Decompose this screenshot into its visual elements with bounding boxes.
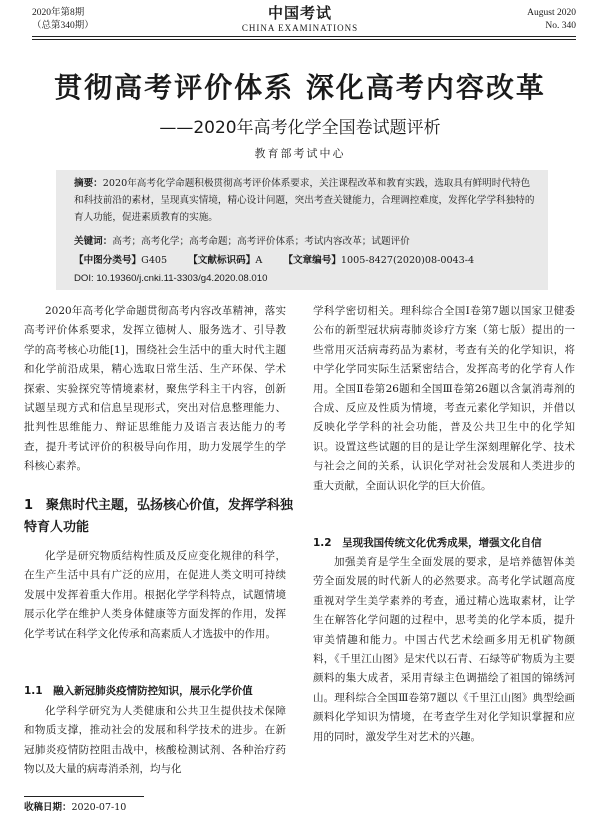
keywords-text: 高考；高考化学；高考命题；高考评价体系；考试内容改革；试题评价 <box>112 236 410 247</box>
issue-info-en <box>527 7 576 33</box>
article-no-value: 1005-8427(2020)08-0043-4 <box>340 255 475 266</box>
section-1-1-heading: 1.1 融入新冠肺炎疫情防控知识，展示化学价值 <box>24 685 253 697</box>
left-column-section1-1 <box>24 702 286 780</box>
left-column-intro <box>24 302 286 477</box>
clc-value: G405 <box>141 255 168 266</box>
section-1-1-paragraph: 化学科学研究为人类健康和公共卫生提供技术保障和物质支撑，推动社会的发展和科学技术的进步。在新冠肺炎疫情防控阻击战中，核酸检测试剂、各种治疗药物以及大量的病毒消杀剂，均与化 <box>24 705 286 776</box>
section-1-paragraph: 化学是研究物质结构性质及反应变化规律的科学，在生产生活中具有广泛的应用，在促进人类文明可持续发展中发挥着重大作用。根据化学学科特点，试题情境展示化学在维护人类身体健康等方面发挥的作用，发挥化学考试在科学文化传承和高素质人才选拔中的作用。 <box>24 550 286 640</box>
right-column-top <box>313 302 575 496</box>
keywords-label: 关键词： <box>74 236 113 247</box>
received-date <box>24 801 126 814</box>
classification-line <box>74 252 544 269</box>
masthead-cn: 中国考试 <box>267 4 332 22</box>
doi: DOI: 10.19360/j.cnki.11-3303/g4.2020.08.010 <box>74 273 268 284</box>
abstract-text: 2020年高考化学命题积极贯彻高考评价体系要求，关注课程改革和教育实践，选取具有鲜明时代特色和科技前沿的素材，呈现真实情境，精心设计问题，突出考查关键能力，合理调控难度，发挥化学学科独特的育人功能，促进素质教育的实施。 <box>74 178 535 223</box>
received-label: 收稿日期： <box>24 802 72 813</box>
received-value: 2020-07-10 <box>71 802 127 813</box>
journal-masthead <box>0 5 600 34</box>
keywords <box>74 233 536 250</box>
footnote-rule <box>24 796 144 797</box>
doc-code-value: A <box>255 255 263 266</box>
abstract-label: 摘要： <box>74 178 103 189</box>
intro-paragraph: 2020年高考化学命题贯彻高考内容改革精神，落实高考评价体系要求，发挥立德树人、服务选才、引导教学的高考核心功能[1]，围绕社会生活中的重大时代主题和化学前沿成果，精心选取日常生活、生产环保、学术探索、实验探究等情境素材，聚焦学科主干内容，创新试题呈现方式和信息呈现形式，突出对信息整理能力、批判性思维能力、辩证思维能力及语言表达能力的考查，提升考试评价的积极导向作用，助力发展学生的学科核心素养。 <box>24 305 286 473</box>
article-author: 教育部考试中心 <box>254 147 346 160</box>
doc-code-label: 【文献标识码】 <box>188 255 256 266</box>
clc-label: 【中图分类号】 <box>74 255 142 266</box>
right-column-section1-2 <box>313 553 575 747</box>
issue-month: August 2020 <box>527 8 576 18</box>
issue-no: No. 340 <box>545 21 576 31</box>
issue-total: （总第340期） <box>32 21 94 31</box>
masthead-en: CHINA EXAMINATIONS <box>241 23 359 33</box>
continued-paragraph: 学科学密切相关。理科综合全国Ⅰ卷第7题以国家卫健委公布的新型冠状病毒肺炎诊疗方案（第七版）提出的一些常用灭活病毒药品为素材，考查有关的化学知识，将中学化学同实际生活紧密结合，发挥高考的化学育人作用。全国Ⅱ卷第26题和全国Ⅲ卷第26题以含氯消毒剂的合成、反应及性质为情境，考查元素化学知识，并借以反映化学学科的社会功能，普及公共卫生中的化学知识。设置这些试题的目的是让学生深刻理解化学、技术与社会之间的关系，认识化学对社会发展和人类进步的重大贡献，全面认识化学的巨大价值。 <box>313 305 575 492</box>
left-column-section1 <box>24 547 286 644</box>
section-1-2-heading: 1.2 呈现我国传统文化优秀成果，增强文化自信 <box>313 537 542 549</box>
article-subtitle: ——2020年高考化学全国卷试题评析 <box>159 118 441 138</box>
issue-number: 2020年第8期 <box>32 8 85 18</box>
section-1-2-paragraph: 加强美育是学生全面发展的要求，是培养德智体美劳全面发展的时代新人的必然要求。高考化学试题高度重视对学生美学素养的考查，通过精心选取素材，让学生在解答化学问题的过程中，思考美的化学本质，提升审美情趣和能力。中国古代艺术绘画多用无机矿物颜料，《千里江山图》是宋代以石青、石绿等矿物质为主要颜料的集大成者，采用青绿主色调描绘了祖国的锦绣河山。理科综合全国Ⅲ卷第7题以《千里江山图》典型绘画颜料化学知识为情境，在考查学生对化学知识掌握和应用的同时，激发学生对艺术的兴趣。 <box>313 556 575 743</box>
article-no-label: 【文章编号】 <box>283 255 341 266</box>
header-rule <box>32 36 576 37</box>
article-title: 贯彻高考评价体系 深化高考内容改革 <box>54 71 546 104</box>
abstract <box>74 175 536 226</box>
header-rule-thin <box>32 39 576 40</box>
section-1-heading: 1 聚焦时代主题，弘扬核心价值，发挥学科独特育人功能 <box>24 498 294 535</box>
